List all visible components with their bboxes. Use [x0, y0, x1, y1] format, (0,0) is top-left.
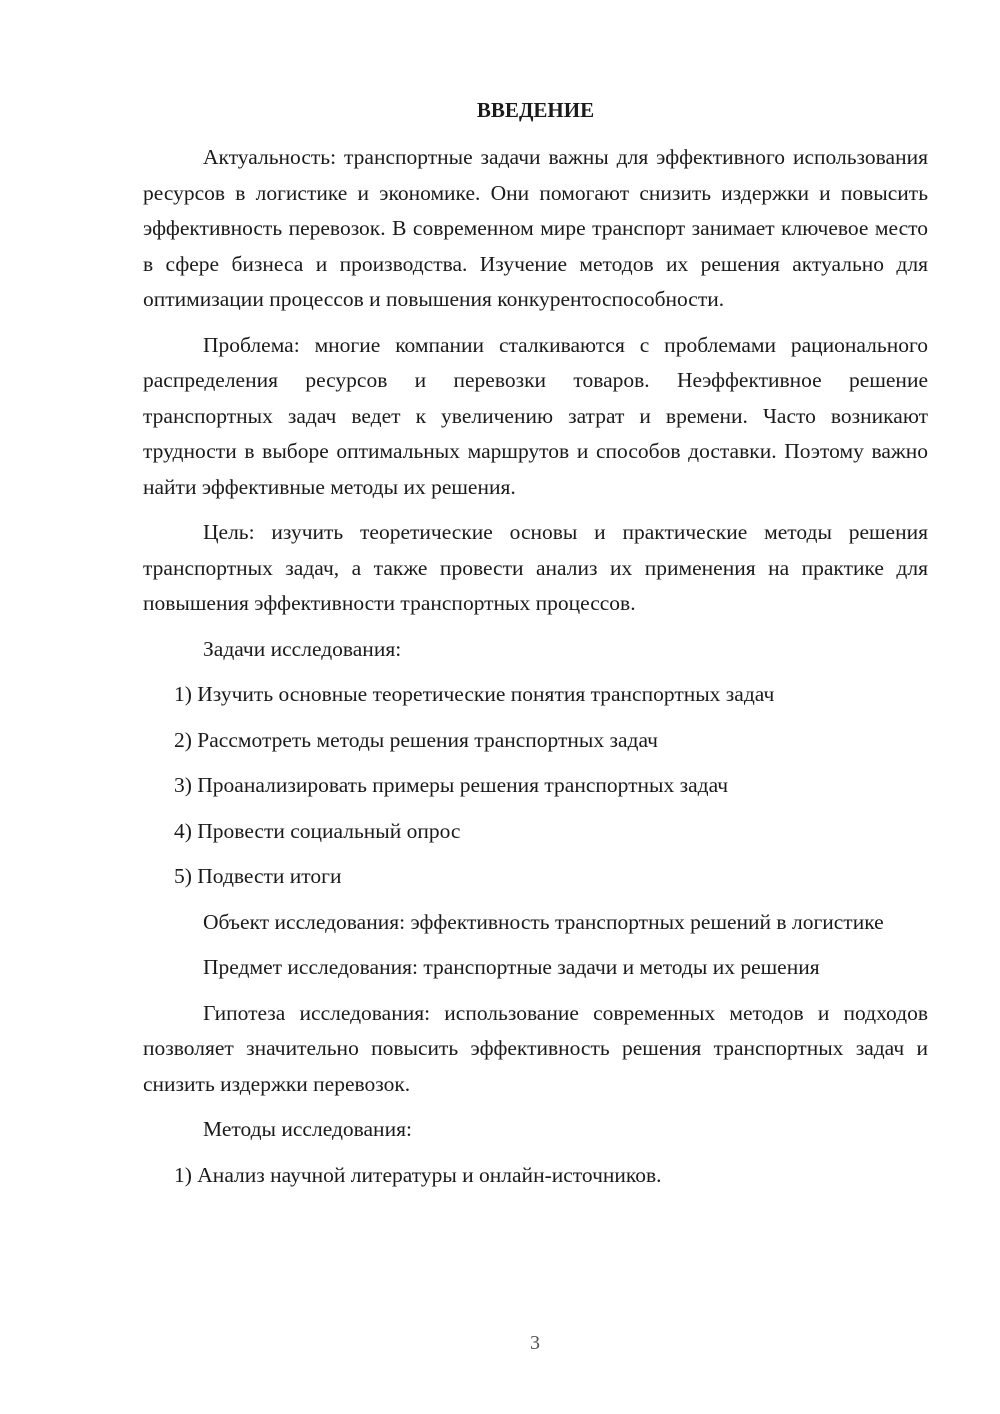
method-item: 1) Анализ научной литературы и онлайн-источников. [174, 1162, 662, 1187]
goal-paragraph: Цель: изучить теоретические основы и практические методы решения транспортных задач, а также провести анализ их применения на практике для повышения эффективности транспортных процессов. [143, 520, 928, 615]
task-item: 2) Рассмотреть методы решения транспортных задач [174, 727, 658, 752]
task-item: 3) Проанализировать примеры решения транспортных задач [174, 773, 729, 797]
methods-title: Методы исследования: [203, 1117, 412, 1141]
subject-paragraph: Предмет исследования: транспортные задачи и методы их решения [203, 955, 820, 979]
tasks-title: Задачи исследования: [203, 636, 402, 661]
hypothesis-paragraph: Гипотеза исследования: использование современных методов и подходов позволяет значительно повысить эффективность решения транспортных задач и снизить издержки перевозок. [143, 1000, 928, 1096]
section-heading: ВВЕДЕНИЕ [476, 98, 595, 122]
page-number: 3 [530, 1332, 540, 1354]
object-paragraph: Объект исследования: эффективность транспортных решений в логистике [203, 909, 884, 934]
task-item: 5) Подвести итоги [174, 864, 342, 888]
relevance-paragraph: Актуальность: транспортные задачи важны для эффективного использования ресурсов в логистике и экономике. Они помогают снизить издержки и повысить эффективность перевозок. В современном мире транспорт занимает ключевое место в сфере бизнеса и производства. Изучение методов их решения актуально для оптимизации процессов и повышения конкурентоспособности. [143, 145, 928, 311]
page-content [143, 93, 928, 1203]
task-item: 1) Изучить основные теоретические понятия транспортных задач [174, 682, 775, 706]
task-item: 4) Провести социальный опрос [174, 818, 461, 843]
problem-paragraph: Проблема: многие компании сталкиваются с проблемами рационального распределения ресурсов и перевозки товаров. Неэффективное решение транспортных задач ведет к увеличению затрат и времени. Часто возникают трудности в выборе оптимальных маршрутов и способов доставки. Поэтому важно найти эффективные методы их решения. [143, 332, 928, 499]
